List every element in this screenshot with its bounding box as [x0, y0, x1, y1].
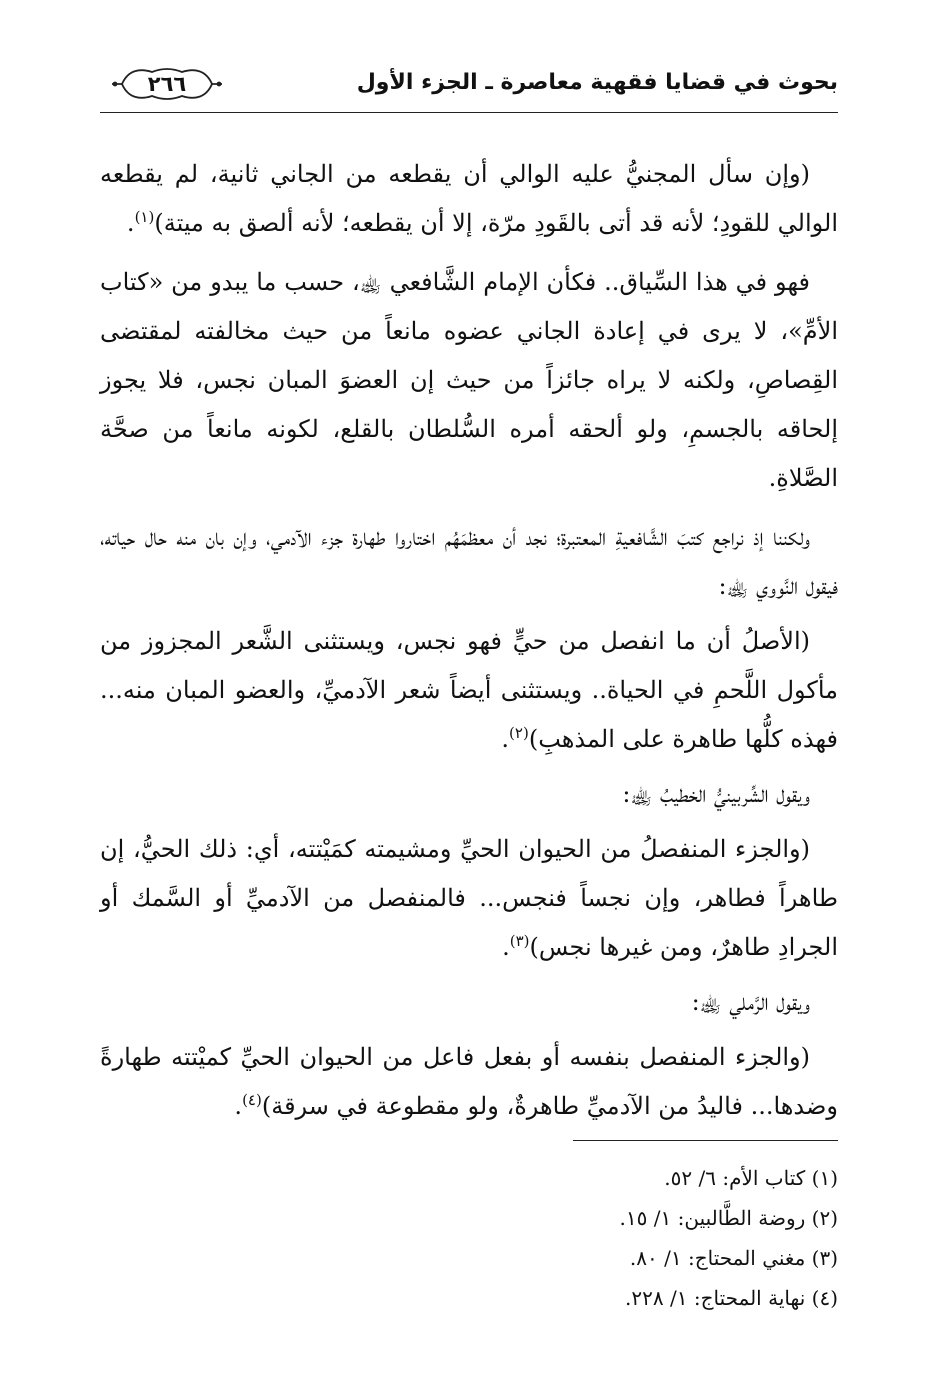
paragraph — [100, 825, 838, 972]
footnote: (٤) نهاية المحتاج: ١/ ٢٢٨. — [625, 1286, 838, 1310]
paragraph: ولكننا إذ نراجع كتبَ الشَّافعيةِ المعتبرة؛ نجد أن معظمَهُم اختاروا طهارة جزء الآدمي، وإن بان منه حال حياته، فيقول النَّووي ﵀: — [100, 523, 838, 600]
quote-text: (والجزء المنفصل بنفسه أو بفعل فاعل من الحيوان الحيِّ كميْتته طهارةً وضدها... فاليدُ من الآدميِّ طاهرةٌ، ولو مقطوعة في سرقة) — [100, 1043, 838, 1120]
punctuation: . — [502, 933, 510, 961]
paragraph — [100, 617, 838, 764]
footnote: (٢) روضة الطَّالبين: ١/ ١٥. — [619, 1206, 838, 1230]
footnote: (٣) مغني المحتاج: ١/ ٨٠. — [629, 1246, 838, 1270]
footnote-divider — [573, 1140, 838, 1141]
footnotes — [100, 1158, 838, 1318]
page-header — [100, 60, 838, 113]
punctuation: . — [501, 725, 510, 753]
paragraph: ويقول الرَّملي ﵀: — [691, 988, 810, 1016]
quote-text: (الأصلُ أن ما انفصل من حيٍّ فهو نجس، ويستثنى الشَّعر المجزوز من مأكول اللَّحمِ في الحياة.. ويستثنى أيضاً شعر الآدميِّ، والعضو المبان منه... فهذه كلُّها طاهرة على المذهبِ) — [100, 627, 838, 753]
footnote-ref: (٢) — [509, 724, 529, 742]
body-text — [100, 150, 838, 1137]
punctuation: . — [126, 209, 135, 237]
paragraph: ويقول الشِّربينيُّ الخطيبُ ﵀: — [622, 780, 810, 808]
paragraph — [100, 150, 838, 248]
running-title: بحوث في قضايا فقهية معاصرة ـ الجزء الأول — [356, 70, 838, 95]
paragraph — [100, 1033, 838, 1131]
paragraph: فهو في هذا السِّياق.. فكأن الإمام الشَّافعي ﵀، حسب ما يبدو من «كتاب الأمِّ»، لا يرى في إعادة الجاني عضوه مانعاً من حيث مخالفته لمقتضى القِصاصِ، ولكنه لا يراه جائزاً من حيث إن العضوَ المبان نجس، فلا يجوز إلحاقه بالجسمِ، ولو ألحقه أمره السُّلطان بالقلع، لكونه مانعاً من صحَّة الصَّلاةِ. — [100, 268, 839, 492]
page-number: ٢٦٦ — [147, 72, 187, 96]
footnote-ref: (٣) — [509, 932, 530, 950]
footnote: (١) كتاب الأم: ٦/ ٥٢. — [664, 1166, 838, 1190]
footnote-ref: (١) — [134, 208, 155, 226]
page-number-badge — [108, 64, 226, 104]
quote-text: (والجزء المنفصلُ من الحيوان الحيِّ ومشيمته كمَيْتته، أي: ذلك الحيُّ، إن طاهراً فطاهر، وإن نجساً فنجس... فالمنفصل من الآدميِّ أو السَّمك أو الجرادِ طاهرٌ، ومن غيرها نجس) — [100, 835, 839, 961]
footnote-ref: (٤) — [242, 1091, 262, 1109]
punctuation: . — [234, 1092, 243, 1120]
quote-text: (وإن سأل المجنيُّ عليه الوالي أن يقطعه من الجاني ثانية، لم يقطعه الوالي للقودِ؛ لأنه قد أتى بالقَودِ مرّة، إلا أن يقطعه؛ لأنه ألصق به ميتة) — [100, 160, 838, 237]
